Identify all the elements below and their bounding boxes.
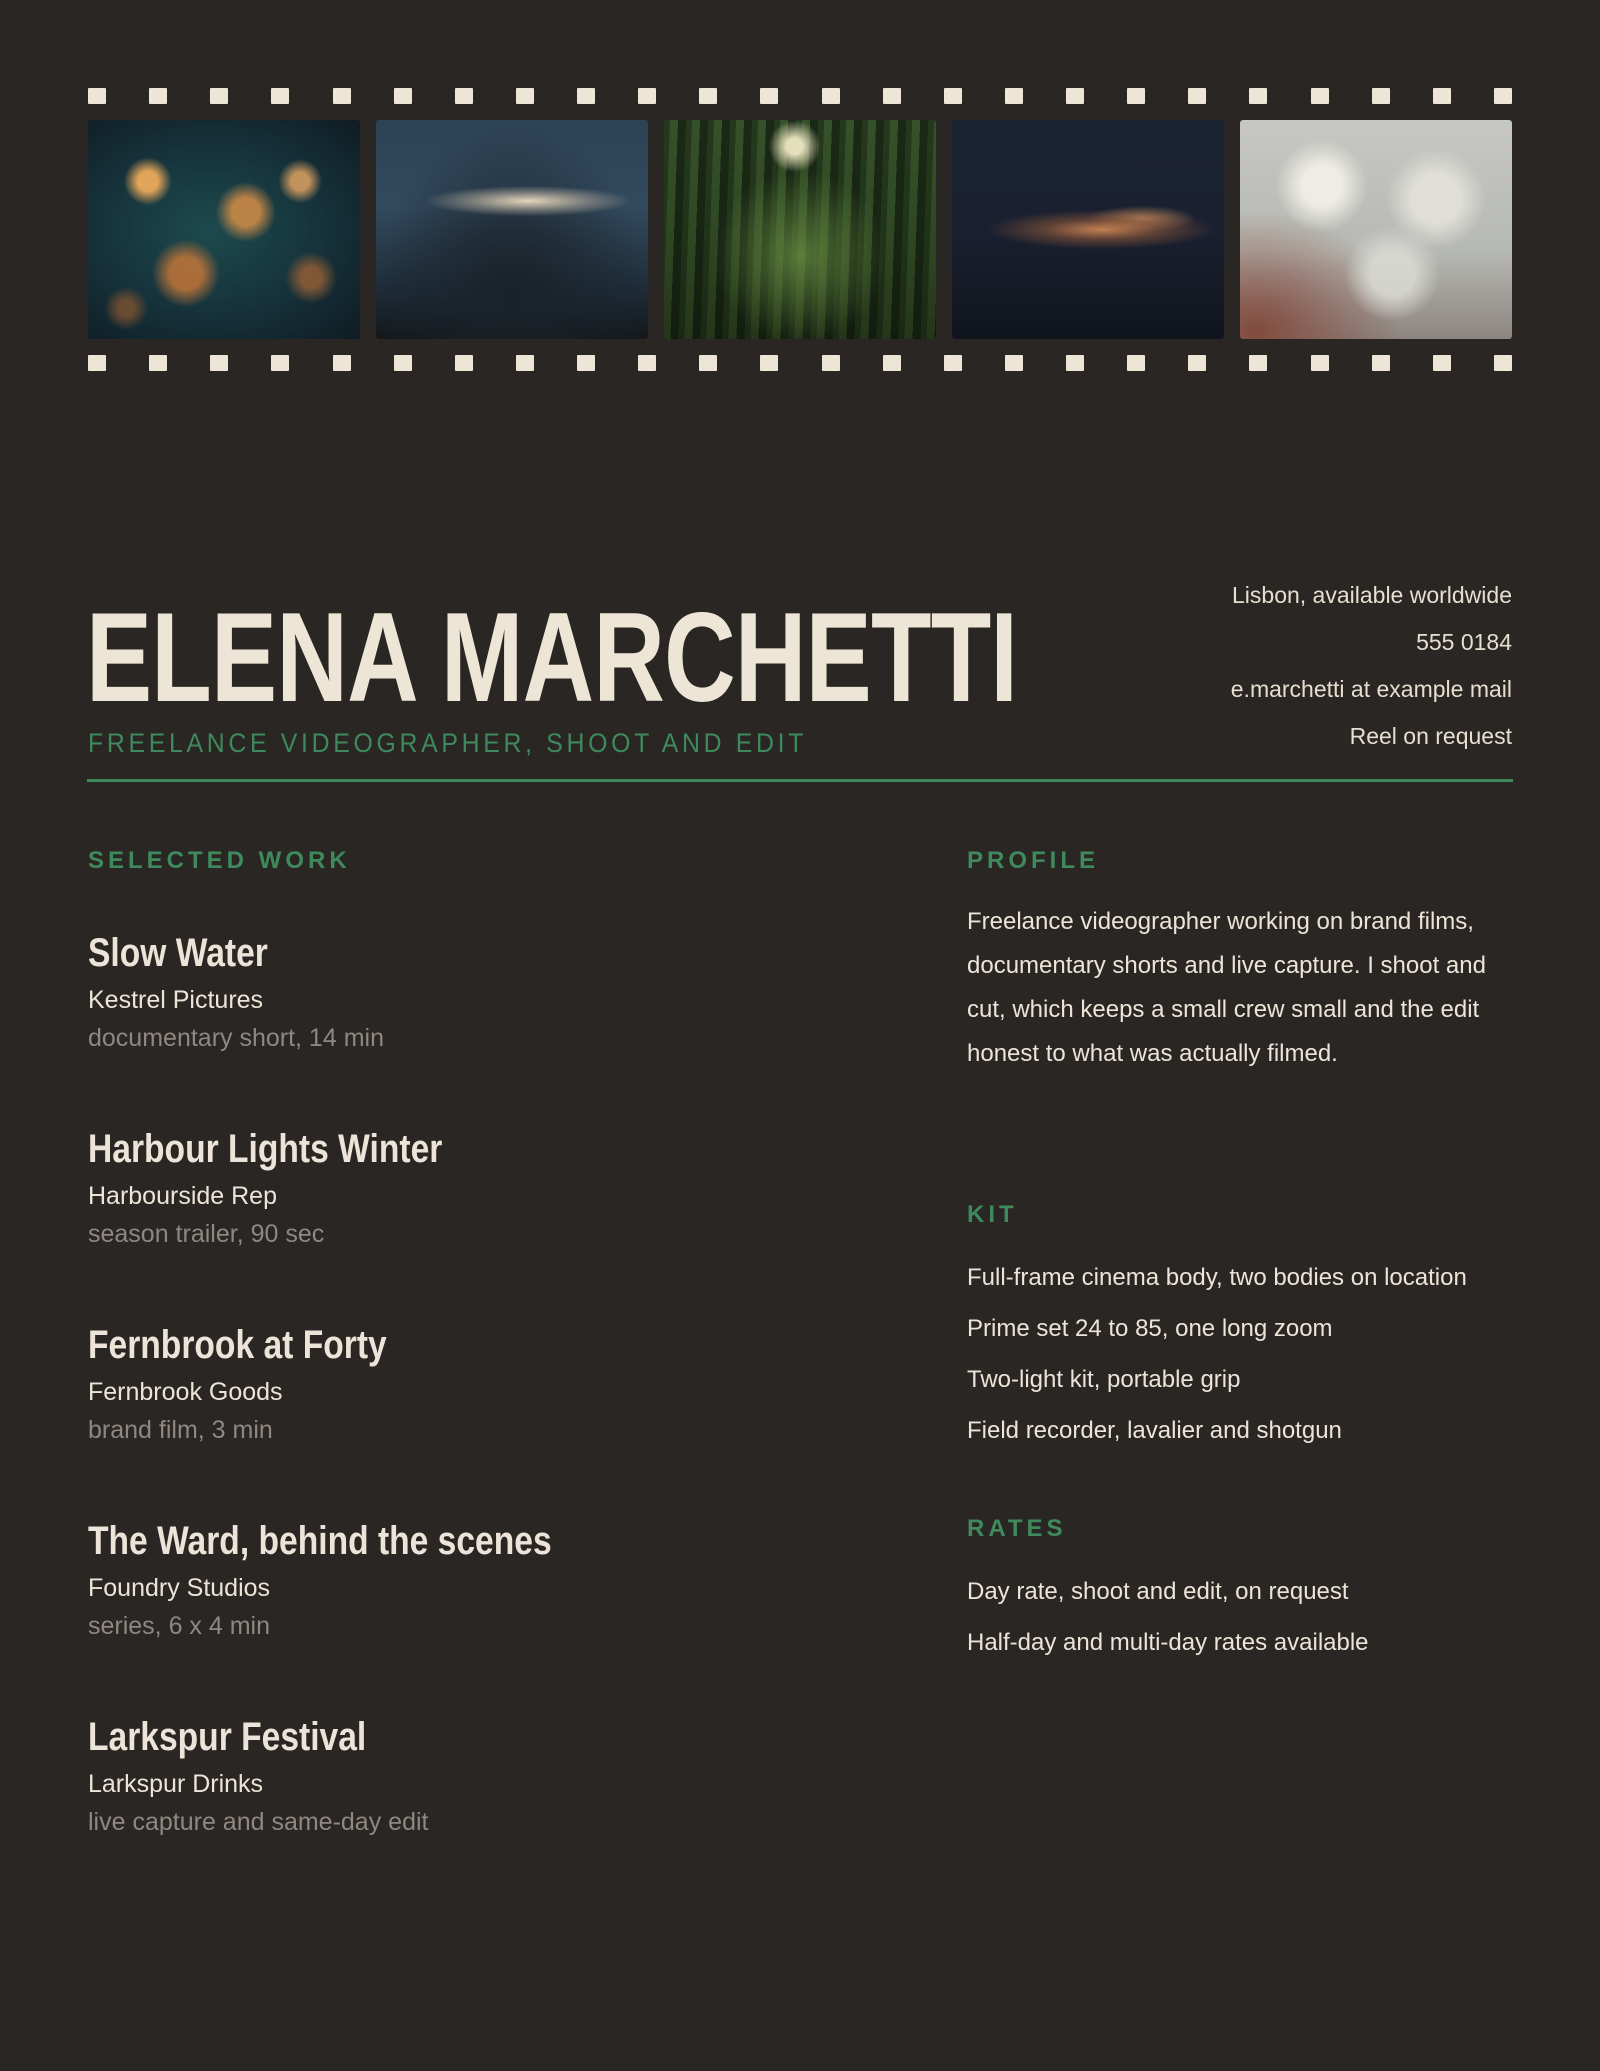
kit-item: Field recorder, lavalier and shotgun bbox=[967, 1417, 1342, 1444]
sprocket-hole bbox=[1188, 88, 1206, 104]
work-client: Harbourside Rep bbox=[88, 1182, 277, 1210]
kit-item: Two-light kit, portable grip bbox=[967, 1366, 1241, 1393]
rates-heading: RATES bbox=[967, 1515, 1067, 1542]
sprocket-hole bbox=[1127, 355, 1145, 371]
sprocket-hole bbox=[1249, 88, 1267, 104]
sprocket-hole bbox=[883, 355, 901, 371]
rates-list bbox=[967, 1566, 1369, 1668]
sprocket-row-bottom bbox=[88, 355, 1512, 371]
work-title: Larkspur Festival bbox=[88, 1715, 367, 1759]
sprocket-hole bbox=[516, 88, 534, 104]
profile-text: Freelance videographer working on brand films, documentary shorts and live capture. I shoot and cut, which keeps a small crew small and the edit honest to what was actually filmed. bbox=[967, 908, 1486, 1067]
sprocket-hole bbox=[88, 355, 106, 371]
selected-work-heading: SELECTED WORK bbox=[88, 847, 351, 874]
sprocket-hole bbox=[88, 88, 106, 104]
sprocket-hole bbox=[1249, 355, 1267, 371]
sprocket-hole bbox=[455, 88, 473, 104]
contact-email: e.marchetti at example mail bbox=[1230, 676, 1512, 702]
sprocket-row-top bbox=[88, 88, 1512, 104]
work-detail: season trailer, 90 sec bbox=[88, 1220, 325, 1248]
sprocket-hole bbox=[699, 355, 717, 371]
sprocket-hole bbox=[1372, 355, 1390, 371]
kit-heading: KIT bbox=[967, 1201, 1018, 1228]
work-item bbox=[88, 925, 868, 1121]
work-item bbox=[88, 1709, 868, 1905]
work-title: Fernbrook at Forty bbox=[88, 1323, 387, 1367]
work-client: Larkspur Drinks bbox=[88, 1770, 264, 1798]
film-frame-blue-sky bbox=[376, 120, 648, 339]
sprocket-hole bbox=[1066, 355, 1084, 371]
sprocket-hole bbox=[760, 355, 778, 371]
work-detail: live capture and same-day edit bbox=[88, 1808, 429, 1836]
sprocket-hole bbox=[210, 355, 228, 371]
work-detail: documentary short, 14 min bbox=[88, 1024, 384, 1052]
sprocket-hole bbox=[1433, 88, 1451, 104]
kit-item: Prime set 24 to 85, one long zoom bbox=[967, 1315, 1333, 1342]
rates-item: Half-day and multi-day rates available bbox=[967, 1629, 1369, 1656]
work-title: The Ward, behind the scenes bbox=[88, 1519, 552, 1563]
sprocket-hole bbox=[944, 88, 962, 104]
selected-work-list bbox=[88, 925, 868, 1905]
film-frame-warm-bokeh bbox=[88, 120, 360, 339]
filmstrip-frames bbox=[88, 120, 1512, 339]
work-client: Kestrel Pictures bbox=[88, 986, 264, 1014]
film-frame-dusk-streak bbox=[952, 120, 1224, 339]
profile-heading: PROFILE bbox=[967, 847, 1100, 874]
sprocket-hole bbox=[1494, 88, 1512, 104]
name-heading: ELENA MARCHETTI bbox=[86, 586, 1018, 728]
filmstrip bbox=[88, 88, 1512, 371]
work-item bbox=[88, 1513, 868, 1709]
header-divider bbox=[87, 779, 1513, 782]
sprocket-hole bbox=[271, 88, 289, 104]
sprocket-hole bbox=[1005, 88, 1023, 104]
work-detail: brand film, 3 min bbox=[88, 1416, 273, 1444]
work-client: Foundry Studios bbox=[88, 1574, 271, 1602]
sprocket-hole bbox=[1494, 355, 1512, 371]
sprocket-hole bbox=[822, 355, 840, 371]
sprocket-hole bbox=[638, 355, 656, 371]
film-frame-forest bbox=[664, 120, 936, 339]
sprocket-hole bbox=[1188, 355, 1206, 371]
sprocket-hole bbox=[1372, 88, 1390, 104]
work-client: Fernbrook Goods bbox=[88, 1378, 283, 1406]
sprocket-hole bbox=[577, 355, 595, 371]
film-frame-pale-bokeh bbox=[1240, 120, 1512, 339]
sprocket-hole bbox=[944, 355, 962, 371]
sprocket-hole bbox=[149, 355, 167, 371]
sprocket-hole bbox=[638, 88, 656, 104]
kit-list bbox=[967, 1252, 1467, 1456]
sprocket-hole bbox=[394, 88, 412, 104]
work-item bbox=[88, 1121, 868, 1317]
sprocket-hole bbox=[149, 88, 167, 104]
sprocket-hole bbox=[1005, 355, 1023, 371]
rates-item: Day rate, shoot and edit, on request bbox=[967, 1578, 1349, 1605]
contact-reel: Reel on request bbox=[1349, 723, 1512, 749]
tagline: FREELANCE VIDEOGRAPHER, SHOOT AND EDIT bbox=[88, 728, 808, 758]
sprocket-hole bbox=[577, 88, 595, 104]
work-detail: series, 6 x 4 min bbox=[88, 1612, 271, 1640]
sprocket-hole bbox=[883, 88, 901, 104]
sprocket-hole bbox=[1127, 88, 1145, 104]
sprocket-hole bbox=[210, 88, 228, 104]
sprocket-hole bbox=[333, 88, 351, 104]
sprocket-hole bbox=[699, 88, 717, 104]
work-title: Harbour Lights Winter bbox=[88, 1127, 443, 1171]
work-item bbox=[88, 1317, 868, 1513]
sprocket-hole bbox=[1311, 88, 1329, 104]
sprocket-hole bbox=[333, 355, 351, 371]
sprocket-hole bbox=[271, 355, 289, 371]
work-title: Slow Water bbox=[88, 931, 268, 975]
contact-phone: 555 0184 bbox=[1416, 629, 1512, 655]
sprocket-hole bbox=[1311, 355, 1329, 371]
contact-location: Lisbon, available worldwide bbox=[1232, 582, 1512, 608]
sprocket-hole bbox=[822, 88, 840, 104]
contact-block bbox=[1231, 572, 1512, 760]
sprocket-hole bbox=[455, 355, 473, 371]
sprocket-hole bbox=[1433, 355, 1451, 371]
sprocket-hole bbox=[516, 355, 534, 371]
sprocket-hole bbox=[394, 355, 412, 371]
sprocket-hole bbox=[760, 88, 778, 104]
kit-item: Full-frame cinema body, two bodies on location bbox=[967, 1264, 1467, 1291]
sprocket-hole bbox=[1066, 88, 1084, 104]
